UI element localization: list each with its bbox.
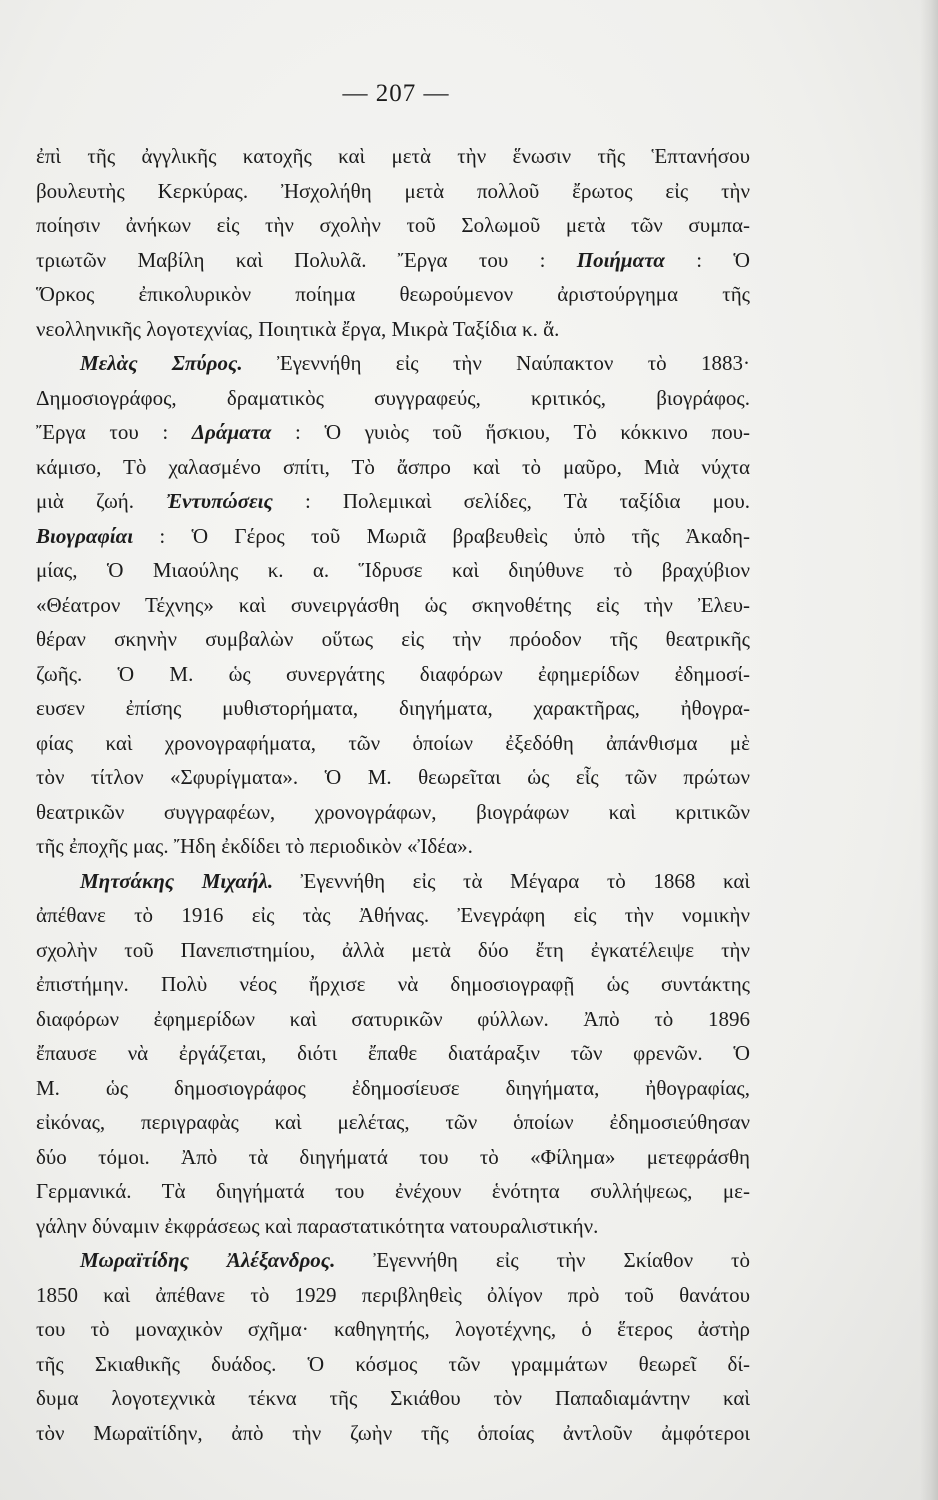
- text-line: [36, 760, 750, 795]
- text-run: Ἐγεννήθη εἰς τὴν Ναύπακτον τὸ 1883·: [242, 351, 750, 375]
- text-run: Γερμανικά. Τὰ διηγήματά του ἐνέχουν ἑνότητα συλλήψεως, με-: [36, 1179, 750, 1203]
- text-line: [36, 933, 750, 968]
- text-run: «Θέατρον Τέχνης» καὶ συνειργάσθη ὡς σκηνοθέτης εἰς τὴν Ἐλευ-: [36, 592, 750, 617]
- text-line: [36, 484, 750, 519]
- text-line: [36, 657, 750, 692]
- bold-italic-heading: Ἐντυπώσεις: [166, 489, 273, 513]
- text-run: δυμα λογοτεχνικὰ τέκνα τῆς Σκιάθου τὸν Παπαδιαμάντην καὶ: [36, 1386, 750, 1410]
- text-run: ζωῆς. Ὁ Μ. ὡς συνεργάτης διαφόρων ἐφημερίδων ἐδημοσί-: [36, 661, 750, 686]
- text-line: [36, 381, 750, 416]
- text-line: [36, 277, 750, 312]
- text-run: Μ. ὡς δημοσιογράφος ἐδημοσίευσε διηγήματα, ἠθογραφίας,: [36, 1075, 750, 1100]
- text-run: Ἔργα του :: [36, 420, 192, 444]
- text-line: [36, 450, 750, 485]
- text-run: 1850 καὶ ἀπέθανε τὸ 1929 περιβληθεὶς ὀλίγον πρὸ τοῦ θανάτου: [36, 1282, 750, 1307]
- text-line: [36, 1105, 750, 1140]
- bold-italic-heading: Μωραϊτίδης Ἀλέξανδρος.: [80, 1248, 336, 1272]
- text-line: [36, 415, 750, 450]
- text-line: [36, 346, 750, 381]
- text-line: [36, 174, 750, 209]
- text-line: [36, 139, 750, 174]
- text-run: τριωτῶν Μαβίλη καὶ Πολυλᾶ. Ἔργα του :: [36, 247, 577, 272]
- text-run: μιὰ ζωή.: [36, 489, 167, 513]
- text-run: γάλην δύναμιν ἐκφράσεως καὶ παραστατικότητα νατουραλιστικήν.: [36, 1213, 599, 1238]
- text-line: [36, 622, 750, 657]
- bold-italic-heading: Μελὰς Σπύρος.: [80, 351, 243, 375]
- body-text: [36, 139, 750, 1450]
- text-line: [36, 1278, 750, 1313]
- text-run: Ὅρκος ἐπικολυρικὸν ποίημα θεωρούμενον ἀριστούργημα τῆς: [36, 282, 750, 306]
- text-line: [36, 1140, 750, 1175]
- text-run: τῆς ἐποχῆς μας. Ἤδη ἐκδίδει τὸ περιοδικὸν «Ἰδέα».: [36, 834, 473, 858]
- text-run: ποίησιν ἀνήκων εἰς τὴν σχολὴν τοῦ Σολωμοῦ μετὰ τῶν συμπα-: [36, 213, 750, 237]
- text-run: : Ὁ γυιὸς τοῦ ἥσκιου, Τὸ κόκκινο που-: [271, 420, 750, 444]
- text-line: [36, 1243, 750, 1278]
- text-run: ἔπαυσε νὰ ἐργάζεται, διότι ἔπαθε διατάραξιν τῶν φρενῶν. Ὁ: [36, 1041, 750, 1065]
- text-line: [36, 726, 750, 761]
- text-run: τὸν τίτλον «Σφυρίγματα». Ὁ Μ. θεωρεῖται ὡς εἷς τῶν πρώτων: [36, 765, 750, 789]
- bold-italic-heading: Ποιήματα: [576, 247, 665, 272]
- text-run: νεολληνικῆς λογοτεχνίας, Ποιητικὰ ἔργα, Μικρὰ Ταξίδια κ. ἄ.: [36, 316, 560, 341]
- text-line: [36, 312, 750, 347]
- text-run: μίας, Ὁ Μιαούλης κ. α. Ἵδρυσε καὶ διηύθυνε τὸ βραχύβιον: [36, 558, 750, 582]
- text-run: Δημοσιογράφος, δραματικὸς συγγραφεύς, κριτικός, βιογράφος.: [36, 385, 750, 410]
- text-line: [36, 1071, 750, 1106]
- text-line: [36, 829, 750, 864]
- text-run: ἐπιστήμην. Πολὺ νέος ἤρχισε νὰ δημοσιογραφῇ ὡς συντάκτης: [36, 972, 750, 996]
- page-number: — 207 —: [342, 80, 450, 107]
- text-line: [36, 1209, 750, 1244]
- text-run: : Ὁ: [664, 247, 750, 272]
- bold-italic-heading: Βιογραφίαι: [36, 523, 134, 548]
- text-run: : Πολεμικαὶ σελίδες, Τὰ ταξίδια μου.: [272, 489, 750, 513]
- text-run: τῆς Σκιαθικῆς δυάδος. Ὁ κόσμος τῶν γραμμάτων θεωρεῖ δί-: [36, 1351, 750, 1376]
- text-run: θεατρικῶν συγγραφέων, χρονογράφων, βιογράφων καὶ κριτικῶν: [36, 799, 750, 824]
- text-run: Ἐγεννήθη εἰς τὴν Σκίαθον τὸ: [335, 1248, 750, 1272]
- text-run: σχολὴν τοῦ Πανεπιστημίου, ἀλλὰ μετὰ δύο ἔτη ἐγκατέλειψε τὴν: [36, 937, 750, 962]
- text-run: ευσεν ἐπίσης μυθιστορήματα, διηγήματα, χαρακτῆρας, ἠθογρα-: [36, 696, 750, 720]
- text-run: ἀπέθανε τὸ 1916 εἰς τὰς Ἀθήνας. Ἐνεγράφη εἰς τὴν νομικὴν: [36, 903, 750, 927]
- text-line: [36, 243, 750, 278]
- text-line: [36, 588, 750, 623]
- text-line: [36, 1312, 750, 1347]
- text-run: κάμισο, Τὸ χαλασμένο σπίτι, Τὸ ἄσπρο καὶ τὸ μαῦρο, Μιὰ νύχτα: [36, 454, 750, 479]
- text-run: του τὸ μοναχικὸν σχῆμα· καθηγητής, λογοτέχνης, ὁ ἕτερος ἀστὴρ: [36, 1317, 750, 1341]
- text-line: [36, 1381, 750, 1416]
- text-line: [36, 691, 750, 726]
- text-line: [36, 795, 750, 830]
- text-run: φίας καὶ χρονογραφήματα, τῶν ὁποίων ἐξεδόθη ἀπάνθισμα μὲ: [36, 730, 750, 755]
- text-line: [36, 208, 750, 243]
- text-line: [36, 967, 750, 1002]
- text-line: [36, 553, 750, 588]
- text-run: βουλευτὴς Κερκύρας. Ἠσχολήθη μετὰ πολλοῦ ἔρωτος εἰς τὴν: [36, 178, 750, 203]
- text-run: Ἐγεννήθη εἰς τὰ Μέγαρα τὸ 1868 καὶ: [273, 868, 750, 893]
- text-run: ἐπὶ τῆς ἀγγλικῆς κατοχῆς καὶ μετὰ τὴν ἕνωσιν τῆς Ἑπτανήσου: [36, 144, 750, 168]
- text-line: [36, 898, 750, 933]
- bold-italic-heading: Μητσάκης Μιχαήλ.: [80, 868, 274, 893]
- text-run: εἰκόνας, περιγραφὰς καὶ μελέτας, τῶν ὁποίων ἐδημοσιεύθησαν: [36, 1110, 750, 1134]
- text-run: δύο τόμοι. Ἀπὸ τὰ διηγήματά του τὸ «Φίλημα» μετεφράσθη: [36, 1144, 750, 1169]
- text-line: [36, 1002, 750, 1037]
- text-line: [36, 864, 750, 899]
- text-line: [36, 1174, 750, 1209]
- bold-italic-heading: Δράματα: [191, 420, 272, 444]
- page-edge-shadow: [920, 0, 938, 1500]
- text-line: [36, 519, 750, 554]
- text-line: [36, 1036, 750, 1071]
- text-run: διαφόρων ἐφημερίδων καὶ σατυρικῶν φύλλων. Ἀπὸ τὸ 1896: [36, 1006, 750, 1031]
- text-run: : Ὁ Γέρος τοῦ Μωριᾶ βραβευθεὶς ὑπὸ τῆς Ἀκαδη-: [133, 523, 750, 548]
- text-line: [36, 1347, 750, 1382]
- text-line: [36, 1416, 750, 1451]
- text-run: θέραν σκηνὴν συμβαλὼν οὕτως εἰς τὴν πρόοδον τῆς θεατρικῆς: [36, 627, 750, 651]
- text-run: τὸν Μωραϊτίδην, ἀπὸ τὴν ζωὴν τῆς ὁποίας ἀντλοῦν ἀμφότεροι: [36, 1420, 750, 1445]
